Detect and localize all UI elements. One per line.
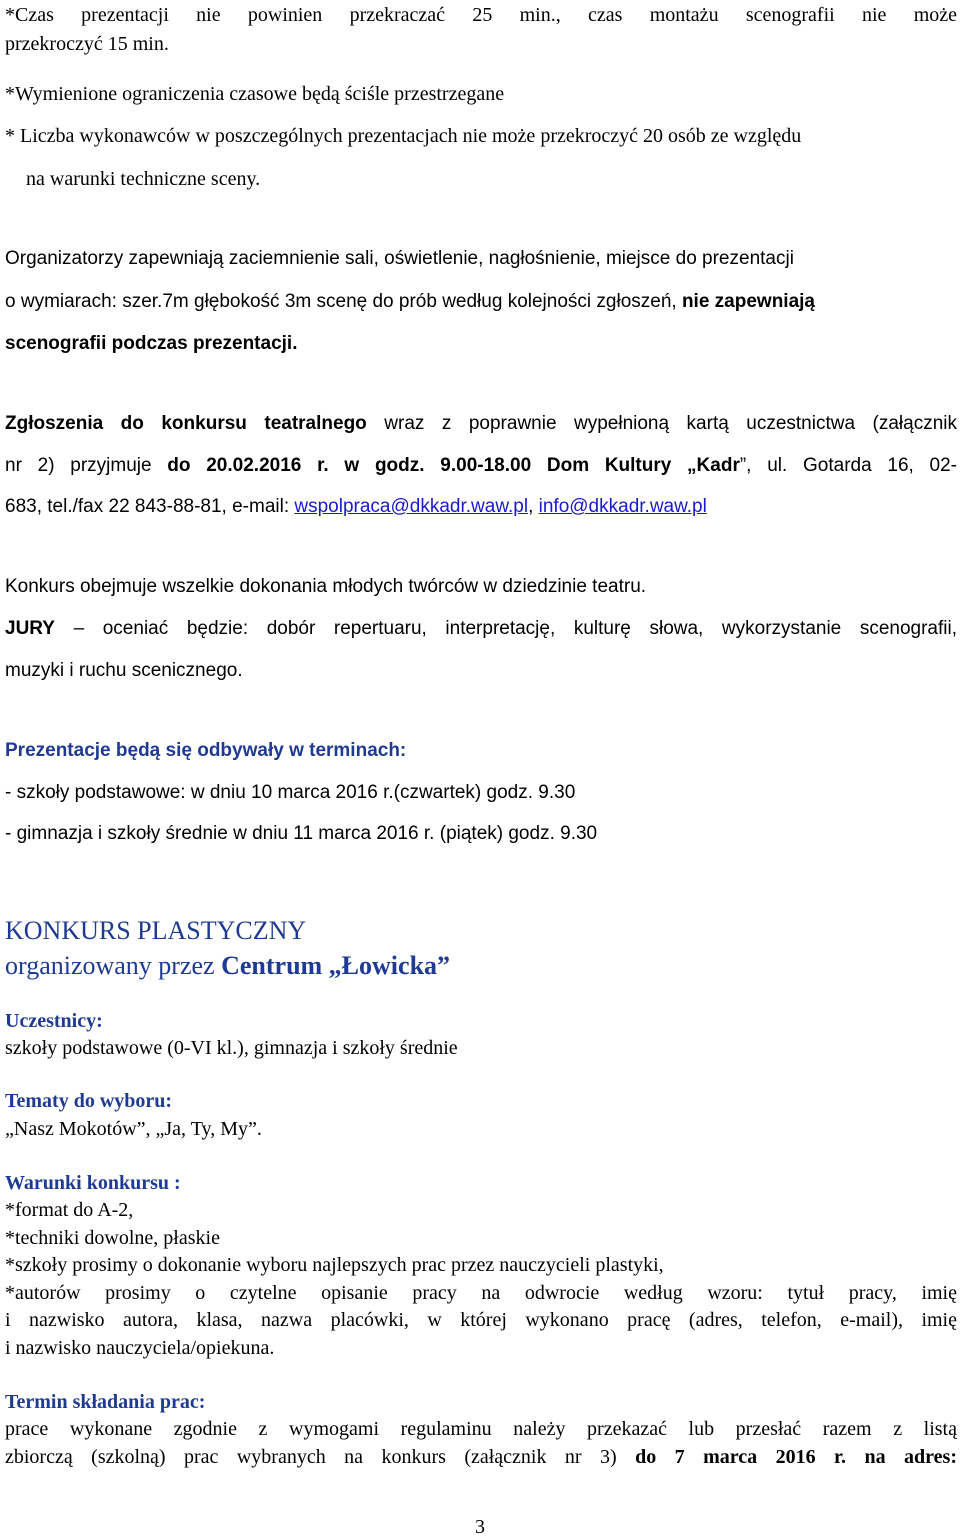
submissions-line3: 683, tel./fax 22 843-88-81, e-mail: wspolpraca@dkkadr.waw.pl, info@dkkadr.waw.pl: [5, 496, 707, 517]
topics-heading: Tematy do wyboru:: [5, 1090, 173, 1112]
submissions-line1: Zgłoszenia do konkursu teatralnego wraz z poprawnie wypełnioną kartą uczestnictwa (załącznik: [5, 413, 957, 434]
presentations-secondary: - gimnazja i szkoły średnie w dniu 11 marca 2016 r. (piątek) godz. 9.30: [5, 823, 598, 844]
jury-line1: JURY – oceniać będzie: dobór repertuaru, interpretację, kulturę słowa, wykorzystanie scenografii,: [5, 618, 957, 639]
email-link-info[interactable]: info@dkkadr.waw.pl: [538, 496, 707, 517]
rule-time-line2: przekroczyć 15 min.: [5, 33, 169, 55]
condition-selection: *szkoły prosimy o dokonanie wyboru najlepszych prac przez nauczycieli plastyki,: [5, 1254, 664, 1276]
deadline-line1: prace wykonane zgodnie z wymogami regulaminu należy przekazać lub przesłać razem z listą: [5, 1418, 957, 1440]
conditions-heading: Warunki konkursu :: [5, 1172, 181, 1194]
deadline-heading: Termin składania prac:: [5, 1391, 206, 1413]
page-number: 3: [475, 1516, 485, 1538]
art-contest-organizer: organizowany przez Centrum „Łowicka”: [5, 951, 451, 980]
participants: szkoły podstawowe (0-VI kl.), gimnazja i szkoły średnie: [5, 1037, 458, 1059]
condition-techniques: *techniki dowolne, płaskie: [5, 1227, 220, 1249]
art-contest-title: KONKURS PLASTYCZNY: [5, 916, 307, 945]
topics: „Nasz Mokotów”, „Ja, Ty, My”.: [5, 1118, 262, 1140]
organizers-line3: scenografii podczas prezentacji.: [5, 333, 298, 354]
organizers-line2: o wymiarach: szer.7m głębokość 3m scenę do prób według kolejności zgłoszeń, nie zapewniają: [5, 291, 815, 312]
contest-scope: Konkurs obejmuje wszelkie dokonania młodych twórców w dziedzinie teatru.: [5, 576, 647, 597]
email-link-wspolpraca[interactable]: wspolpraca@dkkadr.waw.pl: [294, 496, 529, 517]
condition-format: *format do A-2,: [5, 1199, 134, 1221]
rule-limits: *Wymienione ograniczenia czasowe będą ściśle przestrzegane: [5, 83, 505, 105]
rule-performers-line1: * Liczba wykonawców w poszczególnych prezentacjach nie może przekroczyć 20 osób ze względu: [5, 125, 802, 147]
deadline-line2: zbiorczą (szkolną) prac wybranych na konkurs (załącznik nr 3) do 7 marca 2016 r. na adres:: [5, 1446, 957, 1468]
rule-time-line1: *Czas prezentacji nie powinien przekraczać 25 min., czas montażu scenografii nie może: [5, 4, 957, 26]
condition-description-line1: *autorów prosimy o czytelne opisanie pracy na odwrocie według wzoru: tytuł pracy, imię: [5, 1282, 957, 1304]
jury-line2: muzyki i ruchu scenicznego.: [5, 660, 243, 681]
presentations-primary: - szkoły podstawowe: w dniu 10 marca 2016 r.(czwartek) godz. 9.30: [5, 782, 576, 803]
presentations-heading: Prezentacje będą się odbywały w terminach:: [5, 740, 407, 761]
rule-performers-line2: na warunki techniczne sceny.: [26, 168, 261, 190]
condition-description-line3: i nazwisko nauczyciela/opiekuna.: [5, 1337, 275, 1359]
organizers-line1: Organizatorzy zapewniają zaciemnienie sali, oświetlenie, nagłośnienie, miejsce do prezentacji: [5, 248, 794, 269]
condition-description-line2: i nazwisko autora, klasa, nazwa placówki, w której wykonano pracę (adres, telefon, e-mail), imię: [5, 1309, 957, 1331]
participants-heading: Uczestnicy:: [5, 1010, 103, 1032]
submissions-line2: nr 2) przyjmuje do 20.02.2016 r. w godz. 9.00-18.00 Dom Kultury „Kadr”, ul. Gotarda 16, 02-: [5, 455, 957, 476]
